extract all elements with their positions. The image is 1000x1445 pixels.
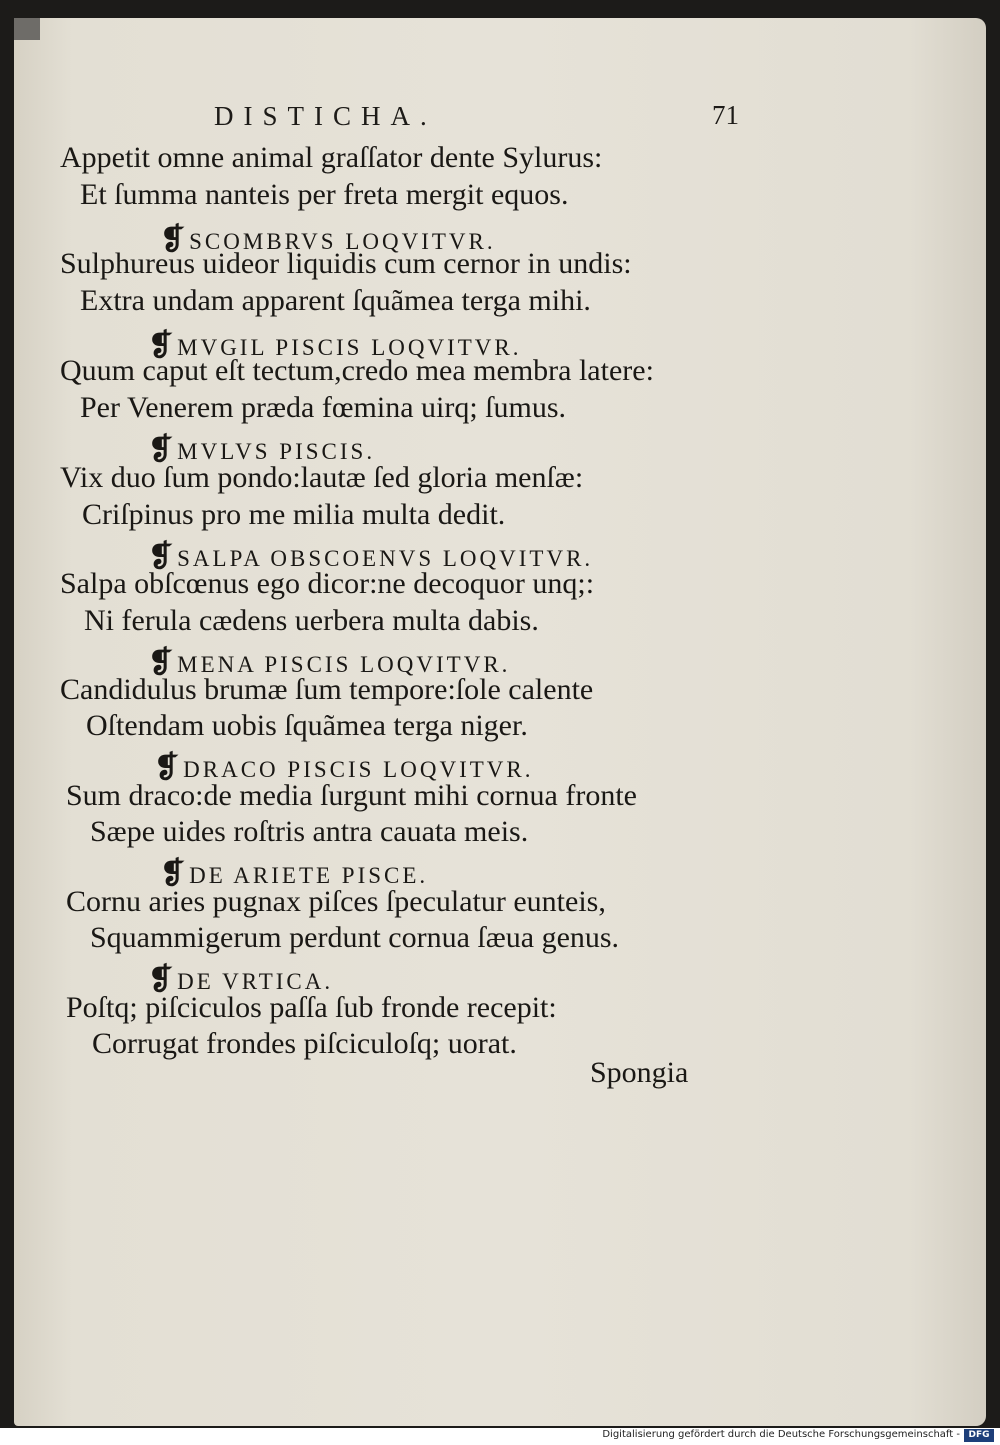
pilcrow-icon: ❡ [160,223,186,256]
section-heading: ❡ DE VRTICA. [148,963,334,996]
section-heading: ❡ MVLVS PISCIS. [148,433,376,466]
dfg-logo-icon: DFG [964,1429,994,1442]
verse-line: Cornu aries pugnax piſces ſpeculatur eunteis, [66,885,606,918]
section-heading: ❡ DRACO PISCIS LOQVITVR. [154,751,534,784]
pilcrow-icon: ❡ [148,963,174,996]
digitization-footer [0,1428,1000,1445]
verse-line: Poſtq; piſciculos paſſa ſub fronde recepit: [66,991,557,1024]
section-heading: ❡ MENA PISCIS LOQVITVR. [148,646,511,679]
pilcrow-icon: ❡ [160,857,186,890]
section-heading: ❡ DE ARIETE PISCE. [160,857,429,890]
section-heading: ❡ SCOMBRVS LOQVITVR. [160,223,496,256]
section-heading: ❡ SALPA OBSCOENVS LOQVITVR. [148,540,594,573]
verse-line: Et ſumma nanteis per freta mergit equos. [80,178,569,211]
verse-line: Appetit omne animal graſſator dente Sylurus: [60,141,603,174]
verse-line: Per Venerem præda fœmina uirq; ſumus. [80,391,567,424]
verse-line: Squammigerum perdunt cornua ſæua genus. [90,921,620,954]
verse-line: Ni ferula cædens uerbera multa dabis. [84,604,539,637]
running-head: DISTICHA. [214,101,437,131]
verse-line: Candidulus brumæ ſum tempore:ſole calente [60,673,594,706]
funding-credit: Digitalisierung gefördert durch die Deutsche Forschungsgemeinschaft - [602,1429,960,1440]
verse-line: Vix duo ſum pondo:lautæ ſed gloria menſæ: [60,461,584,494]
verse-line: Salpa obſcœnus ego dicor:ne decoquor unq;: [60,567,595,600]
pilcrow-icon: ❡ [148,646,174,679]
pilcrow-icon: ❡ [148,329,174,362]
verse-line: Oſtendam uobis ſquãmea terga niger. [86,709,528,742]
folio-number: 71 [712,100,739,130]
pilcrow-icon: ❡ [148,433,174,466]
section-heading: ❡ MVGIL PISCIS LOQVITVR. [148,329,522,362]
verse-line: Sum draco:de media ſurgunt mihi cornua fronte [66,779,637,812]
verse-line: Extra undam apparent ſquãmea terga mihi. [80,284,591,317]
verse-line: Sulphureus uideor liquidis cum cernor in undis: [60,247,632,280]
catchword: Spongia [590,1056,689,1089]
pilcrow-icon: ❡ [154,751,180,784]
verse-line: Corrugat frondes piſciculoſq; uorat. [92,1027,517,1060]
verse-line: Quum caput eſt tectum,credo mea membra latere: [60,354,654,387]
verse-line: Criſpinus pro me milia multa dedit. [82,498,506,531]
verse-line: Sæpe uides roſtris antra cauata meis. [90,815,529,848]
pilcrow-icon: ❡ [148,540,174,573]
